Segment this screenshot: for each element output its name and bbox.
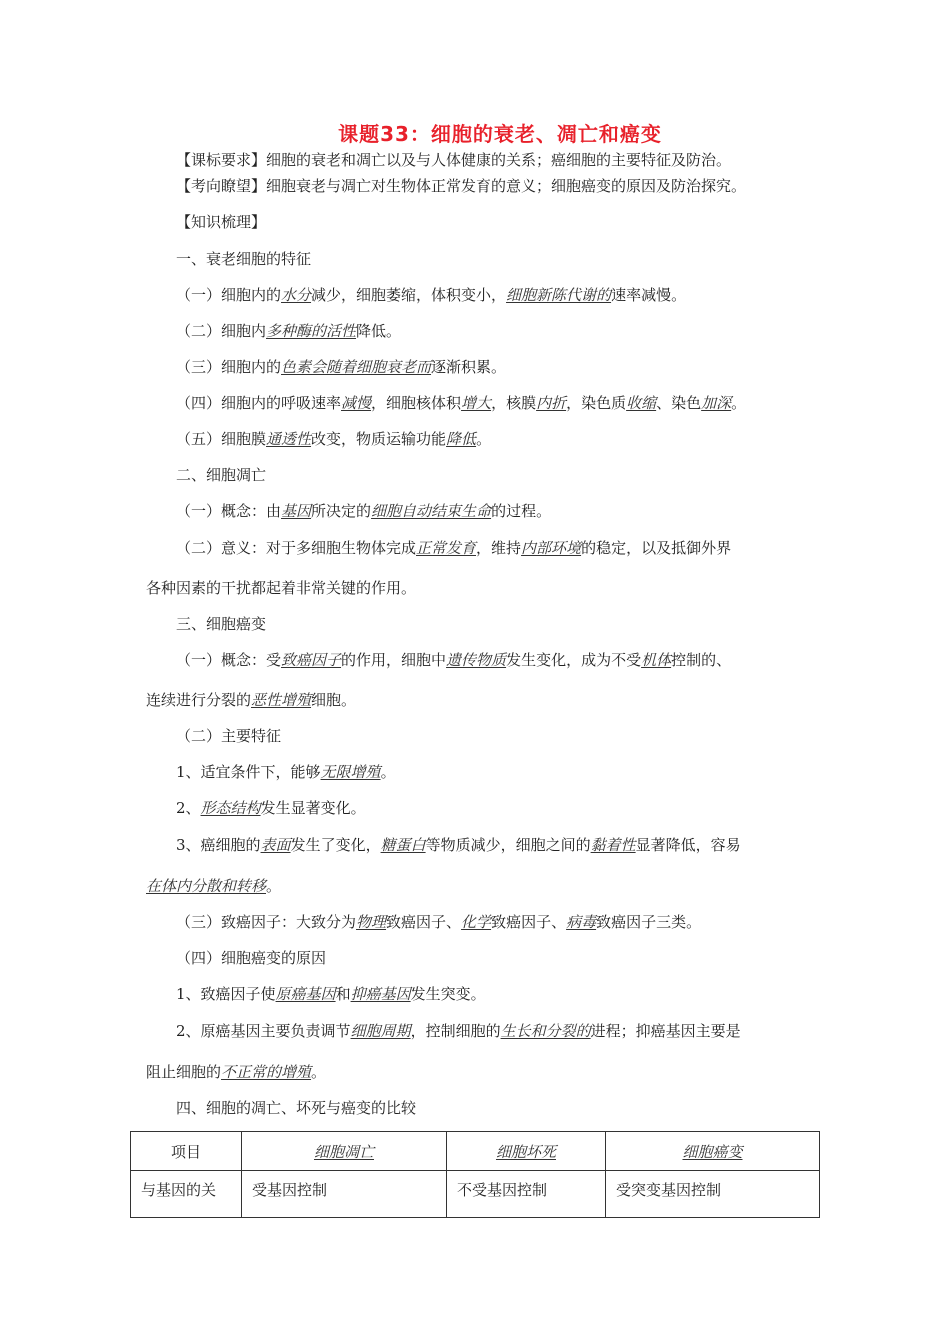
table-cell: 不受基因控制: [447, 1171, 606, 1218]
paragraph-continuation: 阻止细胞的不正常的增殖。: [146, 1063, 327, 1081]
curriculum-requirement: 【课标要求】细胞的衰老和凋亡以及与人体健康的关系；癌细胞的主要特征及防治。: [176, 151, 732, 169]
paragraph: （二）细胞内多种酶的活性降低。: [176, 322, 402, 340]
paragraph-continuation: 在体内分散和转移。: [146, 877, 282, 895]
table-cell: 受突变基因控制: [606, 1171, 820, 1218]
paragraph-continuation: 连续进行分裂的恶性增殖细胞。: [146, 691, 357, 709]
table-header-cell: 细胞癌变: [606, 1132, 820, 1171]
subsection-heading: （二）主要特征: [176, 727, 282, 745]
knowledge-heading: 【知识梳理】: [176, 213, 267, 231]
section-heading: 二、细胞凋亡: [176, 466, 267, 484]
subsection-heading: （四）细胞癌变的原因: [176, 949, 327, 967]
table-header-cell: 细胞凋亡: [242, 1132, 447, 1171]
comparison-table: [130, 1131, 820, 1218]
paragraph: （二）意义：对于多细胞生物体完成正常发育，维持内部环境的稳定，以及抵御外界: [176, 539, 732, 557]
paragraph: 1、致癌因子使原癌基因和抑癌基因发生突变。: [176, 985, 486, 1003]
paragraph: 3、癌细胞的表面发生了变化，糖蛋白等物质减少，细胞之间的黏着性显著降低，容易: [176, 836, 741, 854]
paragraph: （三）细胞内的色素会随着细胞衰老而逐渐积累。: [176, 358, 507, 376]
table-cell: 与基因的关: [131, 1171, 242, 1218]
section-heading: 四、细胞的凋亡、坏死与癌变的比较: [176, 1099, 417, 1117]
paragraph-continuation: 各种因素的干扰都起着非常关键的作用。: [146, 579, 417, 597]
paragraph: （一）细胞内的水分减少，细胞萎缩，体积变小，细胞新陈代谢的速率减慢。: [176, 286, 687, 304]
paragraph: （一）概念：由基因所决定的细胞自动结束生命的过程。: [176, 502, 552, 520]
paragraph: （一）概念：受致癌因子的作用，细胞中遗传物质发生变化，成为不受机体控制的、: [176, 651, 732, 669]
section-heading: 一、衰老细胞的特征: [176, 250, 312, 268]
table-header-row: [131, 1132, 820, 1171]
table-row: [131, 1171, 820, 1218]
table-header-cell: 项目: [131, 1132, 242, 1171]
paragraph: （四）细胞内的呼吸速率减慢，细胞核体积增大，核膜内折，染色质收缩、染色加深。: [176, 394, 747, 412]
section-heading: 三、细胞癌变: [176, 615, 267, 633]
table-cell: 受基因控制: [242, 1171, 447, 1218]
page-title: 课题33：细胞的衰老、凋亡和癌变: [338, 122, 662, 146]
paragraph: （三）致癌因子：大致分为物理致癌因子、化学致癌因子、病毒致癌因子三类。: [176, 913, 702, 931]
paragraph: （五）细胞膜通透性改变，物质运输功能降低。: [176, 430, 492, 448]
paragraph: 1、适宜条件下，能够无限增殖。: [176, 763, 396, 781]
table-header-cell: 细胞坏死: [447, 1132, 606, 1171]
exam-outlook: 【考向瞭望】细胞衰老与凋亡对生物体正常发育的意义；细胞癌变的原因及防治探究。: [176, 177, 747, 195]
paragraph: 2、形态结构发生显著变化。: [176, 799, 366, 817]
paragraph: 2、原癌基因主要负责调节细胞周期，控制细胞的生长和分裂的进程；抑癌基因主要是: [176, 1022, 741, 1040]
